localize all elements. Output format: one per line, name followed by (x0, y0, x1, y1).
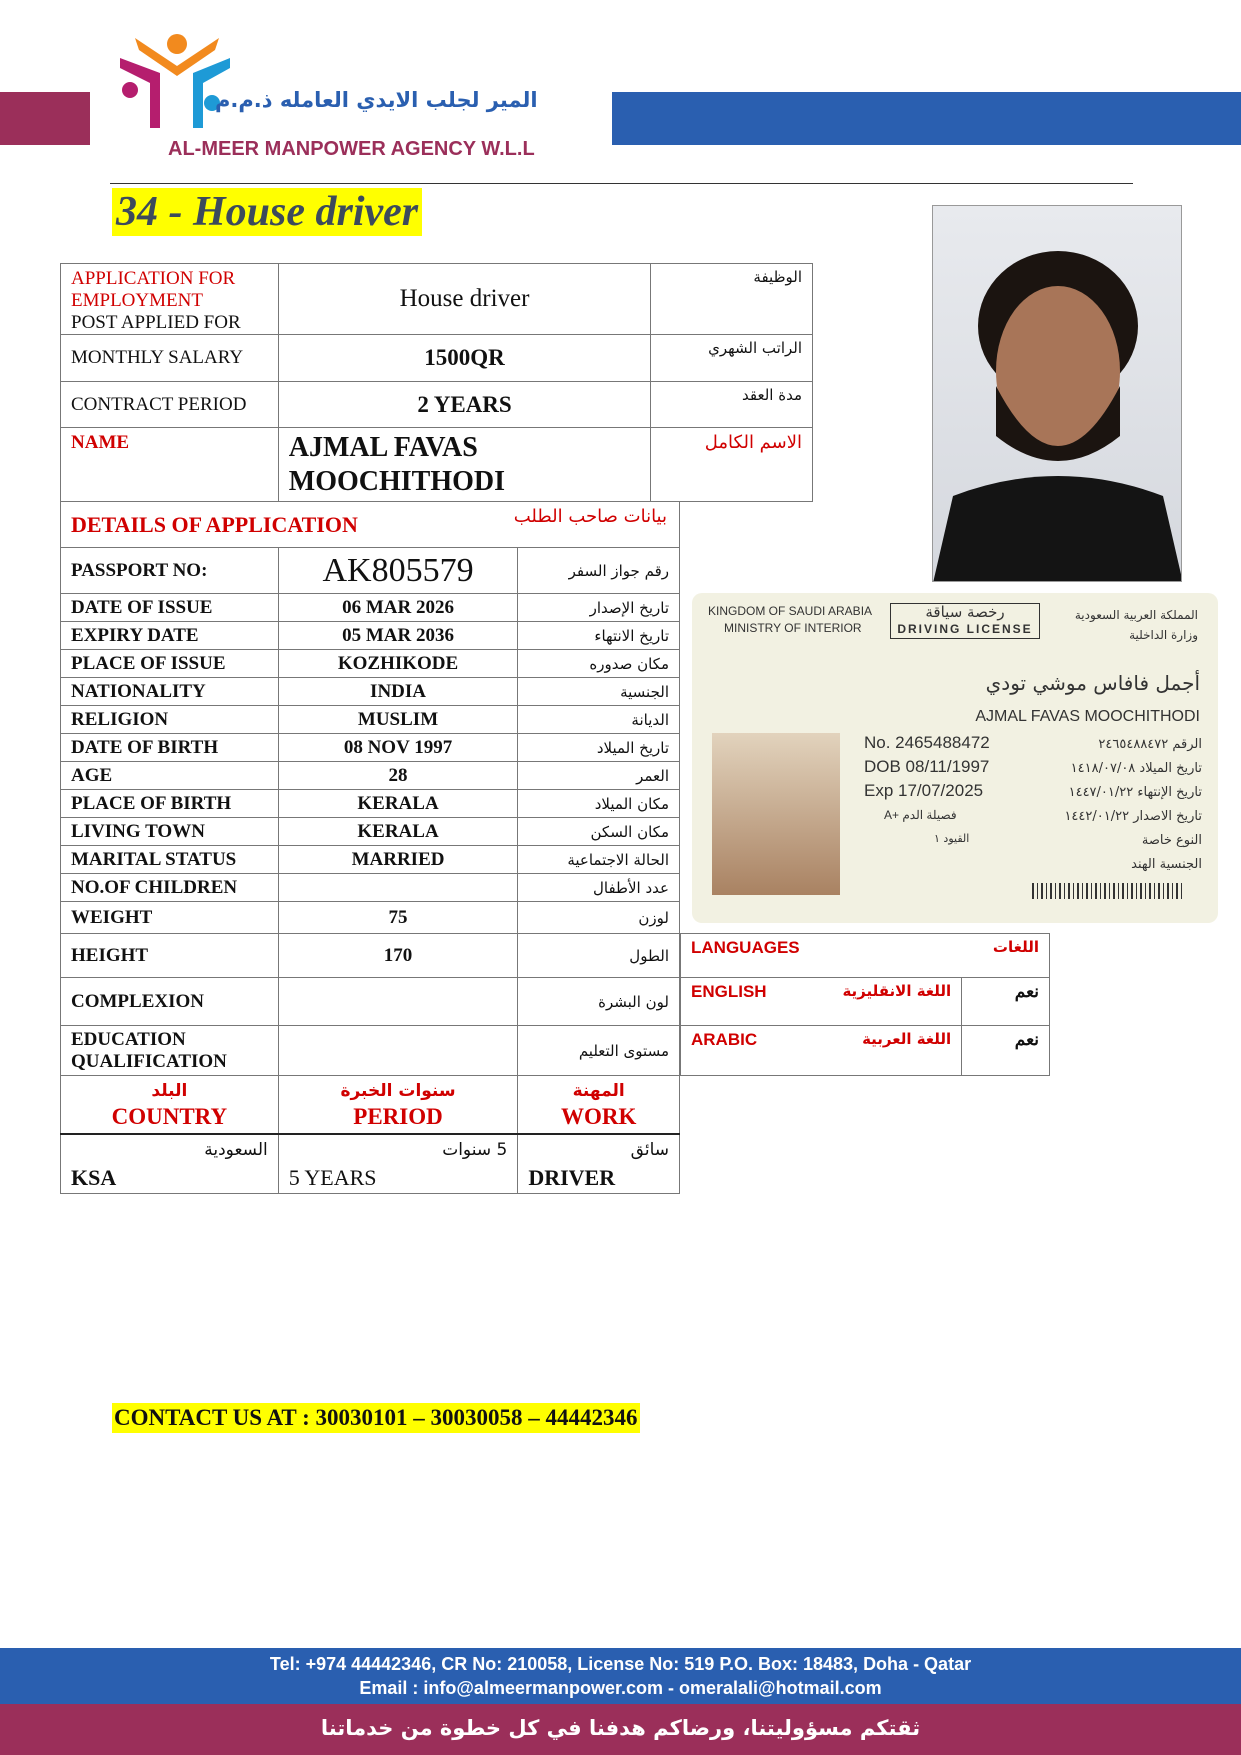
detail-value: 75 (278, 902, 518, 934)
license-issue-ar: تاريخ الاصدار ١٤٤٢/٠١/٢٢ (1064, 809, 1202, 824)
license-type-ar: النوع خاصة (1141, 833, 1202, 848)
label: APPLICATION FOR (71, 268, 236, 289)
license-title-ar: رخصة سياقة (925, 603, 1005, 621)
language-row (681, 978, 1050, 1026)
name-value: AJMAL FAVAS MOOCHITHODI (278, 428, 651, 502)
contact-line: CONTACT US AT : 30030101 – 30030058 – 44442346 (112, 1403, 640, 1433)
detail-ar: العمر (518, 762, 680, 790)
license-blood: A+ فصيلة الدم (884, 808, 957, 822)
detail-ar: مكان صدوره (518, 650, 680, 678)
detail-label: PLACE OF ISSUE (61, 650, 279, 678)
details-heading: DETAILS OF APPLICATION (71, 511, 358, 537)
detail-row (61, 650, 680, 678)
detail-value: MARRIED (278, 846, 518, 874)
contract-ar: مدة العقد (651, 382, 813, 428)
detail-value: KERALA (278, 790, 518, 818)
detail-row (61, 594, 680, 622)
passport-ar: رقم جواز السفر (518, 548, 680, 594)
detail-value: KERALA (278, 818, 518, 846)
languages-table (680, 933, 1050, 1076)
cell-en: KSA (71, 1164, 117, 1190)
header-bar-right (612, 92, 1241, 145)
language-answer: نعم (962, 1026, 1050, 1076)
header-ar: البلد (151, 1081, 188, 1102)
detail-label: EXPIRY DATE (61, 622, 279, 650)
header-en: WORK (560, 1104, 637, 1130)
complexion-value (278, 978, 518, 1026)
passport-label: PASSPORT NO: (61, 548, 279, 594)
barcode (1032, 883, 1182, 899)
complexion-label: COMPLEXION (61, 978, 279, 1026)
post-table (60, 263, 813, 502)
detail-value: KOZHIKODE (278, 650, 518, 678)
detail-row (61, 846, 680, 874)
header-ar: سنوات الخبرة (340, 1081, 456, 1102)
experience-header (278, 1076, 518, 1134)
license-ministry-ar: وزارة الداخلية (1129, 628, 1198, 642)
detail-label: MARITAL STATUS (61, 846, 279, 874)
license-nat-ar: الجنسية الهند (1131, 857, 1202, 872)
contract-label: CONTRACT PERIOD (61, 382, 279, 428)
experience-cell (278, 1134, 518, 1194)
cell-en: 5 YEARS (288, 1164, 377, 1190)
experience-cell (61, 1134, 279, 1194)
detail-label: NATIONALITY (61, 678, 279, 706)
detail-label: WEIGHT (61, 902, 279, 934)
languages-heading: LANGUAGES (691, 938, 800, 957)
detail-ar: مكان الميلاد (518, 790, 680, 818)
contract-value: 2 YEARS (278, 382, 651, 428)
detail-ar: الديانة (518, 706, 680, 734)
footer-slogan: ثقتكم مسؤوليتنا، ورضاكم هدفنا في كل خطوة من خدماتنا (0, 1704, 1241, 1755)
detail-ar: الحالة الاجتماعية (518, 846, 680, 874)
detail-label: RELIGION (61, 706, 279, 734)
detail-value (278, 874, 518, 902)
header-ar: المهنة (572, 1081, 625, 1102)
header-en: COUNTRY (111, 1104, 228, 1130)
detail-row (61, 762, 680, 790)
passport-value: AK805579 (278, 548, 518, 594)
detail-ar: تاريخ الانتهاء (518, 622, 680, 650)
cell-ar: سائق (630, 1139, 669, 1160)
detail-row (61, 790, 680, 818)
license-restriction: القيود ١ (934, 832, 970, 845)
footer-contact (0, 1648, 1241, 1704)
license-dob-ar: تاريخ الميلاد ١٤١٨/٠٧/٠٨ (1070, 761, 1202, 776)
height-label: HEIGHT (61, 934, 279, 978)
driving-license-card (692, 593, 1218, 923)
experience-header (61, 1076, 279, 1134)
detail-label: LIVING TOWN (61, 818, 279, 846)
language-row (681, 1026, 1050, 1076)
header-bar-left (0, 92, 90, 145)
detail-ar: عدد الأطفال (518, 874, 680, 902)
language-name: ARABIC (691, 1030, 758, 1049)
details-table (60, 501, 680, 1194)
divider (110, 183, 1133, 184)
detail-row (61, 874, 680, 902)
cell-en: DRIVER (528, 1164, 616, 1190)
license-country-ar: المملكة العربية السعودية (1074, 608, 1198, 622)
language-name: ENGLISH (691, 982, 767, 1001)
detail-ar: تاريخ الميلاد (518, 734, 680, 762)
detail-label: DATE OF BIRTH (61, 734, 279, 762)
detail-value: MUSLIM (278, 706, 518, 734)
education-label: QUALIFICATION (71, 1050, 227, 1072)
license-no-ar: الرقم ٢٤٦٥٤٨٨٤٧٢ (1098, 737, 1202, 752)
detail-ar: الجنسية (518, 678, 680, 706)
details-heading-ar: بيانات صاحب الطلب (513, 506, 667, 527)
license-name: AJMAL FAVAS MOOCHITHODI (975, 708, 1200, 725)
language-answer: نعم (962, 978, 1050, 1026)
salary-value: 1500QR (278, 335, 651, 382)
header-en: PERIOD (353, 1104, 443, 1130)
detail-row (61, 678, 680, 706)
detail-value: 06 MAR 2026 (278, 594, 518, 622)
cell-ar: 5 سنوات (442, 1139, 508, 1160)
experience-header (518, 1076, 680, 1134)
logo-english: AL-MEER MANPOWER AGENCY W.L.L (168, 138, 535, 160)
detail-value: 08 NOV 1997 (278, 734, 518, 762)
license-exp: Exp 17/07/2025 (864, 781, 984, 800)
complexion-ar: لون البشرة (518, 978, 680, 1026)
salary-label: MONTHLY SALARY (61, 335, 279, 382)
detail-value: 05 MAR 2036 (278, 622, 518, 650)
license-dob: DOB 08/11/1997 (864, 757, 990, 776)
detail-ar: لوزن (518, 902, 680, 934)
education-ar: مستوى التعليم (518, 1026, 680, 1076)
applicant-photo (932, 205, 1182, 582)
height-ar: الطول (518, 934, 680, 978)
detail-value: 28 (278, 762, 518, 790)
detail-label: NO.OF CHILDREN (61, 874, 279, 902)
license-no: No. 2465488472 (864, 733, 990, 752)
experience-cell (518, 1134, 680, 1194)
detail-label: AGE (61, 762, 279, 790)
label: POST APPLIED FOR (71, 312, 241, 333)
detail-row (61, 818, 680, 846)
license-ministry: MINISTRY OF INTERIOR (724, 621, 862, 635)
license-name-ar: أجمل فافاس موشي تودي (985, 671, 1200, 695)
detail-row (61, 622, 680, 650)
detail-label: PLACE OF BIRTH (61, 790, 279, 818)
post-ar: الوظيفة (651, 264, 813, 335)
label: EMPLOYMENT (71, 290, 203, 311)
language-name-ar: اللغة العربية (862, 1030, 952, 1048)
license-country: KINGDOM OF SAUDI ARABIA (708, 604, 873, 618)
languages-heading-ar: اللغات (992, 938, 1039, 956)
page-title: 34 - House driver (112, 188, 422, 236)
logo-icon (115, 28, 235, 138)
detail-ar: تاريخ الإصدار (518, 594, 680, 622)
license-title: DRIVING LICENSE (897, 622, 1033, 636)
name-label: NAME (61, 428, 279, 502)
education-value (278, 1026, 518, 1076)
salary-ar: الراتب الشهري (651, 335, 813, 382)
education-label: EDUCATION (71, 1028, 186, 1050)
language-name-ar: اللغة الانقليزية (842, 982, 952, 1000)
license-photo (712, 733, 840, 895)
cell-ar: السعودية (204, 1139, 268, 1160)
footer-line1: Tel: +974 44442346, CR No: 210058, License No: 519 P.O. Box: 18483, Doha - Qatar (269, 1654, 972, 1674)
footer-line2: Email : info@almeermanpower.com - omeralali@hotmail.com (359, 1678, 882, 1698)
license-exp-ar: تاريخ الإنتهاء ١٤٤٧/٠١/٢٢ (1068, 785, 1202, 800)
detail-ar: مكان السكن (518, 818, 680, 846)
detail-row (61, 706, 680, 734)
detail-value: INDIA (278, 678, 518, 706)
logo-arabic: المير لجلب الايدي العامله ذ.م.م (215, 88, 538, 112)
post-value: House driver (278, 264, 651, 335)
height-value: 170 (278, 934, 518, 978)
detail-row (61, 734, 680, 762)
detail-row (61, 902, 680, 934)
detail-label: DATE OF ISSUE (61, 594, 279, 622)
name-ar: الاسم الكامل (651, 428, 813, 502)
